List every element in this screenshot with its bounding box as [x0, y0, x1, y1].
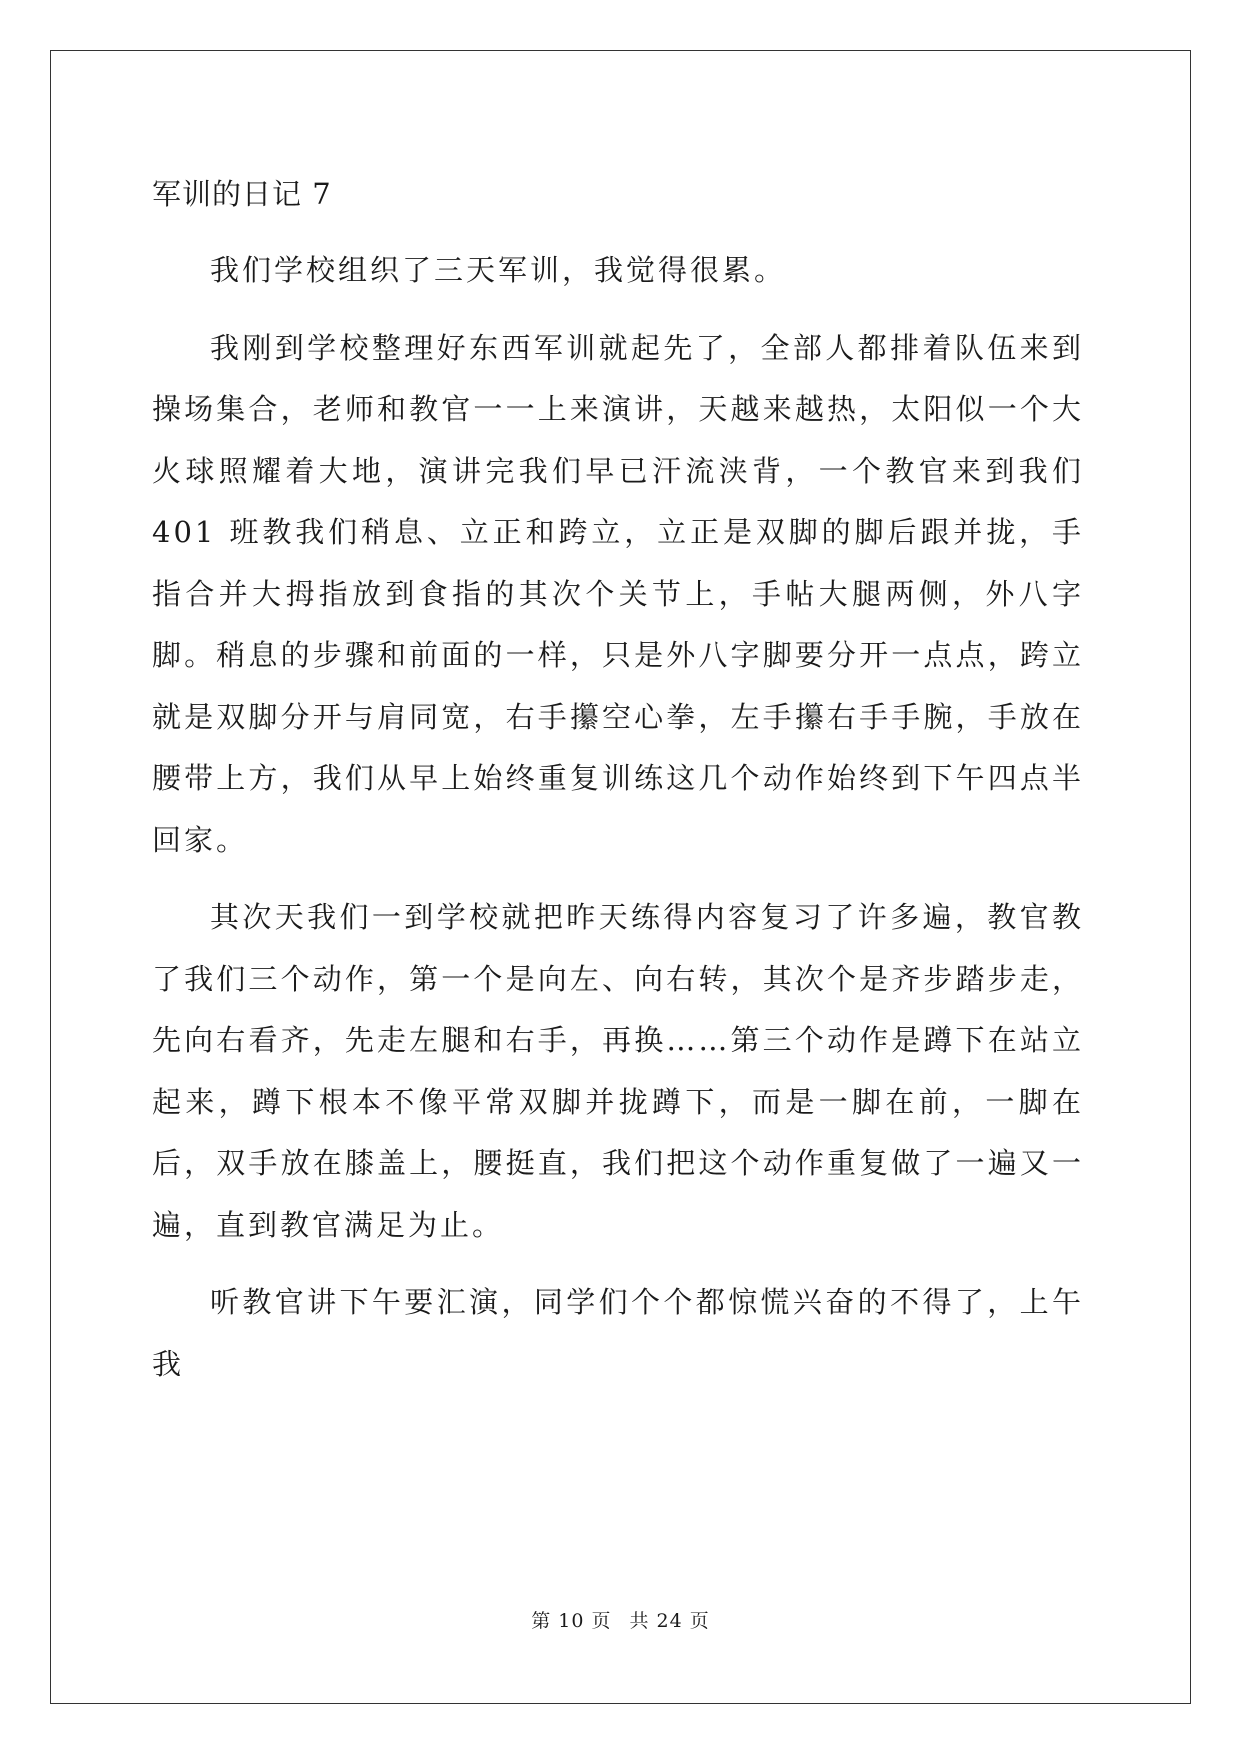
- paragraph-4: 听教官讲下午要汇演，同学们个个都惊慌兴奋的不得了，上午我: [152, 1285, 1084, 1381]
- paragraph-2: 我刚到学校整理好东西军训就起先了，全部人都排着队伍来到操场集合，老师和教官一一上来演讲，天越来越热，太阳似一个大火球照耀着大地，演讲完我们早已汗流浃背，一个教官来到我们 401 班教我们稍息、立正和跨立，立正是双脚的脚后跟并拢，手指合并大拇指放到食指的其次个关节上，手帖大腿两侧，外八字脚。稍息的步骤和前面的一样，只是外八字脚要分开一点点，跨立就是双脚分开与肩同宽，右手攥空心拳，左手攥右手手腕，手放在腰带上方，我们从早上始终重复训练这几个动作始终到下午四点半回家。: [152, 330, 1084, 857]
- paragraph-1: 我们学校组织了三天军训，我觉得很累。: [210, 253, 787, 287]
- document-title: 军训的日记 7: [152, 177, 332, 211]
- page-footer: [0, 1609, 1241, 1633]
- document-body: [152, 164, 1084, 1395]
- total-page-count: 共 24 页: [629, 1610, 710, 1632]
- paragraph-3: 其次天我们一到学校就把昨天练得内容复习了许多遍，教官教了我们三个动作，第一个是向左、向右转，其次个是齐步踏步走，先向右看齐，先走左腿和右手，再换……第三个动作是蹲下在站立起来，蹲下根本不像平常双脚并拢蹲下，而是一脚在前，一脚在后，双手放在膝盖上，腰挺直，我们把这个动作重复做了一遍又一遍，直到教官满足为止。: [152, 900, 1084, 1242]
- current-page-number: 第 10 页: [531, 1610, 612, 1632]
